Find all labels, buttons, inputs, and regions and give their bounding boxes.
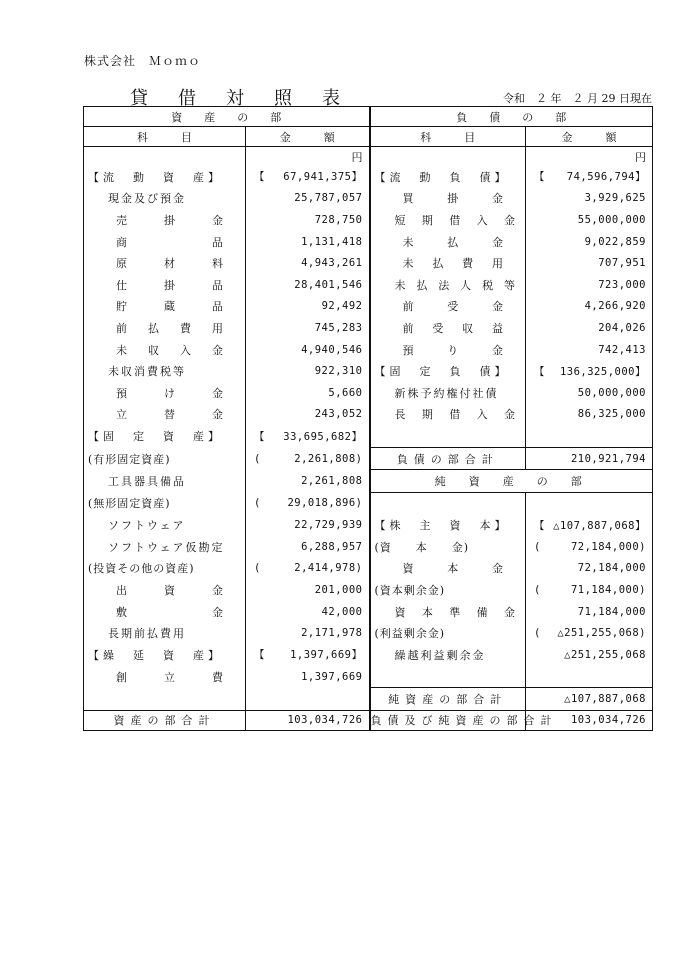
amount-value: 742,413	[598, 343, 646, 356]
amount-value: 201,000	[314, 584, 363, 597]
amount-value: 136,325,000】	[559, 365, 646, 378]
bracket-open: 【	[534, 171, 545, 184]
account-label: 純資産の部合計	[388, 693, 508, 707]
amount-value: 6,288,957	[301, 540, 363, 553]
amount-value: 707,951	[598, 257, 646, 270]
bracket-open: 【	[534, 365, 545, 378]
table-row	[84, 515, 653, 537]
amount-value: 745,283	[314, 321, 363, 334]
table-row	[84, 317, 653, 339]
amount-value: 33,695,682】	[283, 430, 363, 443]
account-label: (投資その他の資産)	[88, 562, 195, 576]
amount-value: 72,184,000)	[570, 540, 646, 553]
amount-value: 86,325,000	[577, 408, 646, 421]
account-label: 商 品	[116, 235, 223, 249]
amount-value: 2,261,808)	[294, 452, 363, 465]
table-row	[84, 209, 653, 231]
table-row	[84, 382, 653, 404]
table-row	[84, 558, 653, 580]
bracket-open: (	[534, 584, 541, 597]
liab-amount-header: 金 額	[526, 127, 653, 147]
bracket-open: (	[534, 540, 541, 553]
account-label: 【流 動 資 産】	[88, 170, 223, 184]
amount-value: 74,596,794】	[566, 171, 646, 184]
account-label: (資 本 金)	[374, 540, 470, 554]
account-label: 創 立 費	[116, 670, 223, 684]
amount-value: 243,052	[314, 408, 363, 421]
amount-value: 2,171,978	[301, 627, 363, 640]
account-label: 買 掛 金	[402, 192, 503, 206]
amount-value: 922,310	[314, 365, 363, 378]
account-label: 【株 主 資 本】	[374, 519, 510, 533]
assets-amount-header: 金 額	[246, 127, 370, 147]
amount-value: 55,000,000	[577, 213, 646, 226]
amount-value: 5,660	[328, 386, 363, 399]
amount-value: 1,397,669】	[290, 649, 363, 662]
account-label: 【固 定 資 産】	[88, 430, 223, 444]
liab-total-label: 負債及び純資産の部合計	[370, 714, 558, 728]
liabilities-section-header: 負 債 の 部	[370, 107, 653, 127]
account-label: 敷 金	[116, 605, 223, 619]
account-label: 原 材 料	[116, 257, 223, 271]
account-label: 【繰 延 資 産】	[88, 648, 223, 662]
amount-value: 3,929,625	[584, 192, 646, 205]
liab-item-header: 科 目	[370, 127, 526, 147]
account-label: 未 払 金	[402, 235, 503, 249]
amount-value: 71,184,000)	[570, 584, 646, 597]
amount-value: △251,255,068)	[557, 627, 646, 640]
account-label: 工具器具備品	[108, 475, 186, 489]
account-label: 短 期 借 入 金	[394, 213, 515, 227]
balance-sheet-table	[83, 106, 653, 731]
account-label: 前 受 金	[402, 300, 503, 314]
table-row	[84, 666, 653, 688]
amount-value: 28,401,546	[294, 278, 363, 291]
table-row	[84, 360, 653, 382]
amount-value: 4,943,261	[301, 257, 363, 270]
amount-value: 210,921,794	[570, 452, 646, 465]
table-row	[84, 425, 653, 447]
amount-value: 9,022,859	[584, 235, 646, 248]
account-label: 純 資 産 の 部	[434, 475, 588, 489]
bracket-open: (	[254, 562, 261, 575]
account-label: (有形固定資産)	[88, 452, 171, 466]
table-row	[84, 404, 653, 426]
bracket-open: (	[254, 497, 261, 510]
amount-value: △251,255,068	[564, 648, 646, 661]
account-label: 前 受 収 益	[402, 321, 503, 335]
bracket-open: 【	[534, 519, 545, 532]
table-row	[84, 447, 653, 470]
account-label: 未 払 法 人 税 等	[394, 278, 515, 292]
amount-value: 2,261,808	[301, 475, 363, 488]
table-row	[84, 296, 653, 318]
table-row	[84, 470, 653, 493]
amount-value: 42,000	[321, 605, 363, 618]
amount-value: 71,184,000	[577, 605, 646, 618]
amount-value: 1,131,418	[301, 235, 363, 248]
account-label: 未収消費税等	[108, 365, 186, 379]
account-label: (無形固定資産)	[88, 497, 171, 511]
account-label: 出 資 金	[116, 584, 223, 598]
amount-value: 723,000	[598, 278, 646, 291]
table-row	[84, 252, 653, 274]
unit-row	[84, 147, 653, 167]
amount-value: 1,397,669	[301, 670, 363, 683]
account-label: 資 本 金	[402, 562, 503, 576]
amount-value: 2,414,978)	[294, 562, 363, 575]
account-label: 繰越利益剰余金	[394, 648, 486, 662]
assets-unit: 円	[246, 147, 370, 167]
amount-value: 25,787,057	[294, 192, 363, 205]
account-label: (利益剰余金)	[374, 627, 446, 641]
amount-value: 22,729,939	[294, 519, 363, 532]
table-row	[84, 601, 653, 623]
bracket-open: (	[254, 452, 261, 465]
amount-value: 72,184,000	[577, 562, 646, 575]
account-label: 【固 定 負 債】	[374, 365, 510, 379]
account-label: 資 本 準 備 金	[394, 605, 515, 619]
table-row	[84, 622, 653, 644]
account-label: 預 け 金	[116, 386, 223, 400]
amount-value: 92,492	[321, 300, 363, 313]
amount-value: 67,941,375】	[283, 171, 363, 184]
bracket-open: 【	[254, 649, 265, 662]
account-label: 前 払 費 用	[116, 321, 223, 335]
account-label: 未 収 入 金	[116, 343, 223, 357]
amount-value: △107,887,068	[564, 693, 646, 706]
assets-item-header: 科 目	[84, 127, 246, 147]
report-date: 令和 ２ 年 ２ 月 29 日現在	[503, 92, 652, 105]
account-label: 現金及び預金	[108, 192, 186, 206]
account-label: ソフトウェア	[108, 519, 186, 533]
account-label: 長期前払費用	[108, 627, 186, 641]
account-label: 負債の部合計	[396, 452, 499, 466]
table-row	[84, 339, 653, 361]
table-row	[84, 579, 653, 601]
table-row	[84, 492, 653, 514]
assets-section-header: 資 産 の 部	[84, 107, 370, 127]
bracket-open: (	[534, 627, 541, 640]
account-label: 長 期 借 入 金	[394, 408, 515, 422]
column-header-row	[84, 127, 653, 147]
assets-total-value: 103,034,726	[287, 714, 363, 727]
amount-value: 4,266,920	[584, 300, 646, 313]
liab-total-value: 103,034,726	[570, 714, 646, 727]
table-row	[84, 274, 653, 296]
section-header-row	[84, 107, 653, 127]
account-label: 新株予約権付社債	[394, 386, 499, 400]
account-label: (資本剰余金)	[374, 584, 446, 598]
document-title: 貸借対照表	[130, 88, 370, 109]
account-label: 預 り 金	[402, 343, 503, 357]
account-label: 【流 動 負 債】	[374, 170, 510, 184]
table-row	[84, 644, 653, 666]
account-label: 売 掛 金	[116, 213, 223, 227]
liab-unit: 円	[526, 147, 653, 167]
table-row	[84, 688, 653, 711]
assets-total-label: 資産の部合計	[113, 714, 216, 728]
bracket-open: 【	[254, 171, 265, 184]
amount-value: 29,018,896)	[287, 497, 363, 510]
account-label: 仕 掛 品	[116, 278, 223, 292]
amount-value: 4,940,546	[301, 343, 363, 356]
totals-row	[84, 710, 653, 730]
account-label: 立 替 金	[116, 408, 223, 422]
company-name: 株式会社 Ｍｏｍｏ	[84, 54, 202, 68]
table-row	[84, 166, 653, 188]
table-row	[84, 536, 653, 558]
account-label: 未 払 費 用	[402, 257, 503, 271]
account-label: ソフトウェア仮勘定	[108, 540, 225, 554]
amount-value: 50,000,000	[577, 386, 646, 399]
table-row	[84, 231, 653, 253]
account-label: 貯 蔵 品	[116, 300, 223, 314]
amount-value: 204,026	[598, 321, 646, 334]
amount-value: △107,887,068】	[553, 519, 646, 532]
bracket-open: 【	[254, 430, 265, 443]
amount-value: 728,750	[314, 213, 363, 226]
table-row	[84, 188, 653, 210]
